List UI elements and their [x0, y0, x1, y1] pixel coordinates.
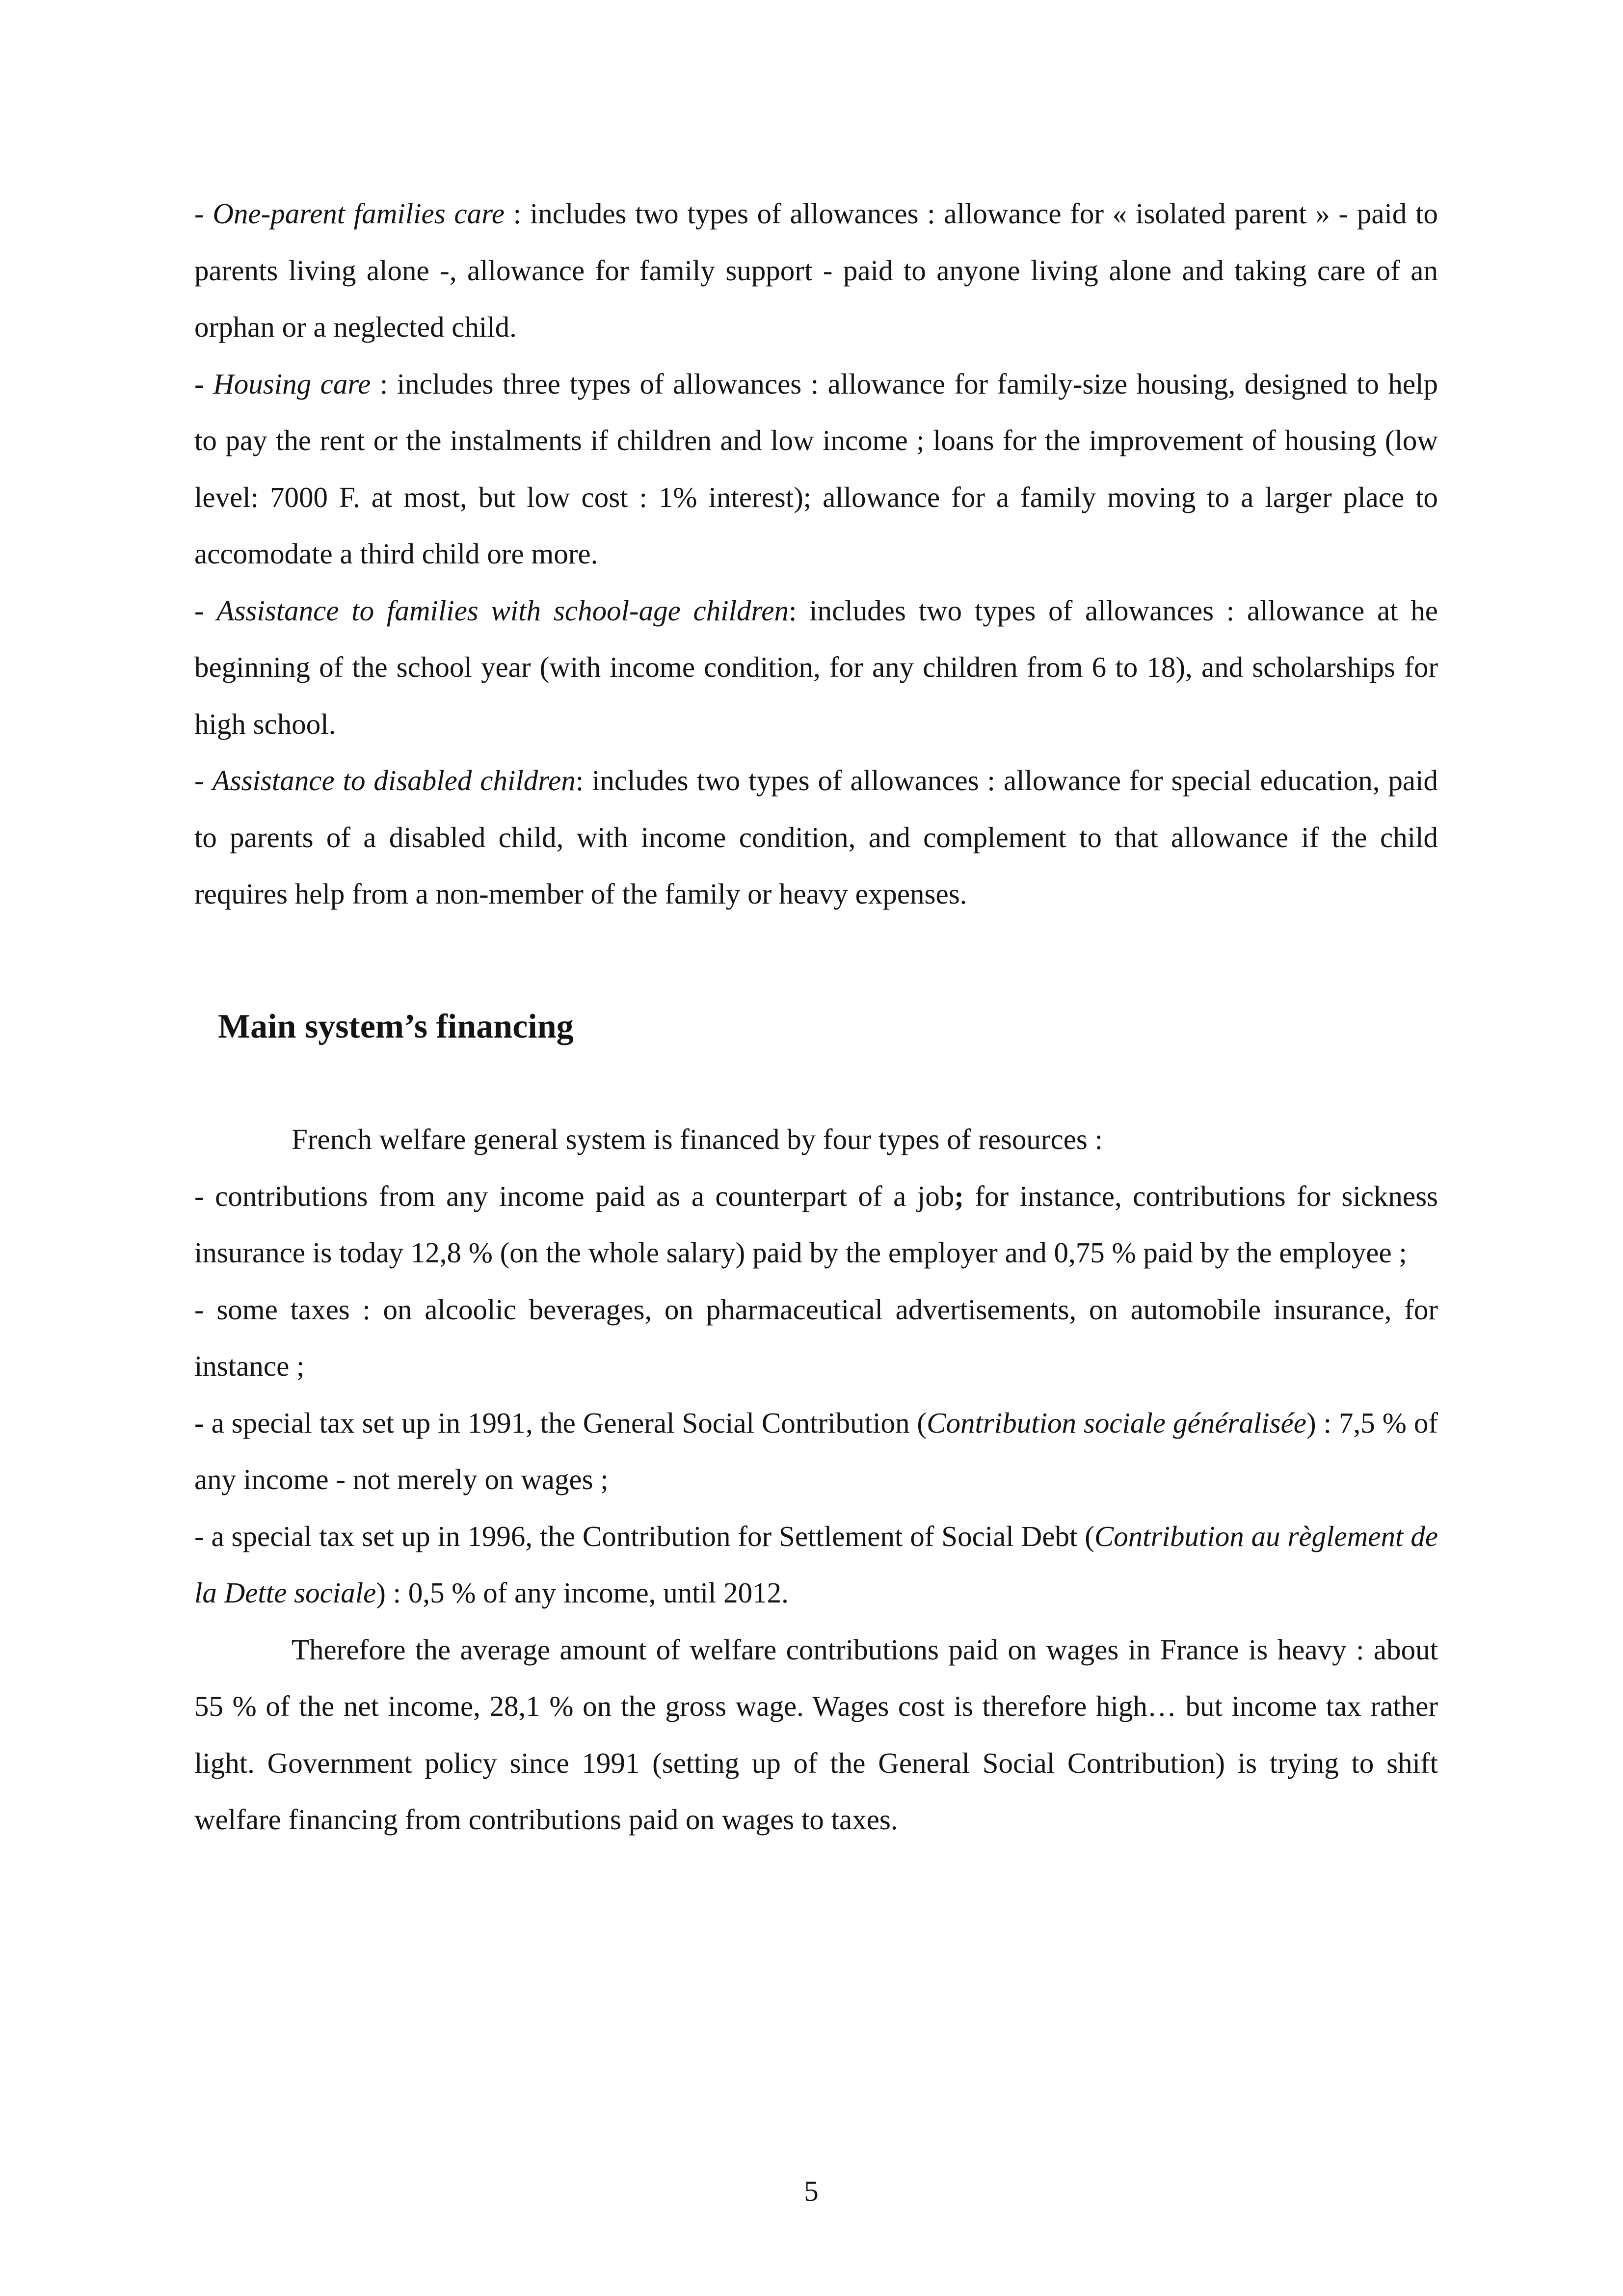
list-dash: -	[194, 367, 213, 400]
term-school-age-children: Assistance to families with school-age children	[216, 594, 789, 627]
paragraph-text: ) : 0,5 % of any income, until 2012.	[376, 1576, 789, 1609]
list-dash: -	[194, 764, 213, 797]
paragraph-housing-care	[194, 356, 1438, 583]
financing-item-contributions	[194, 1168, 1438, 1281]
page-number: 5	[804, 2175, 819, 2207]
allowance-list	[194, 186, 1438, 923]
bold-semicolon: ;	[954, 1179, 964, 1212]
paragraph-text: - a special tax set up in 1996, the Contribution for Settlement of Social Debt (	[194, 1520, 1094, 1552]
list-dash: -	[194, 197, 213, 230]
paragraph-text: : includes two types of allowances : allowance for special education, paid to parents of a disabled child, with income condition, and complement to that allowance if the child requires help from a non-member of the family or heavy expenses.	[194, 764, 1438, 910]
list-dash: -	[194, 594, 217, 627]
financing-section	[194, 1111, 1438, 1848]
financing-conclusion: Therefore the average amount of welfare contributions paid on wages in France is heavy : about 55 % of the net income, 28,1 % on the gross wage. Wages cost is therefore high… but income tax rather light. Government policy since 1991 (setting up of the General Social Contribution) is trying to shift welfare financing from contributions paid on wages to taxes.	[194, 1633, 1438, 1836]
paragraph-text: for instance, contributions for sickness insurance is today 12,8 % (on the whole salary) paid by the employer and 0,75 % paid by the employee ;	[194, 1179, 1438, 1269]
financing-intro: French welfare general system is financed by four types of resources :	[292, 1123, 1103, 1155]
financing-item-taxes: - some taxes : on alcoolic beverages, on pharmaceutical advertisements, on automobile insurance, for instance ;	[194, 1293, 1438, 1382]
paragraph-text: : includes two types of allowances : allowance at he beginning of the school year (with income condition, for any children from 6 to 18), and scholarships for high school.	[194, 594, 1438, 740]
paragraph-school-age-children	[194, 583, 1438, 753]
paragraph-text: : includes three types of allowances : allowance for family-size housing, designed to help to pay the rent or the instalments if children and low income ; loans for the improvement of housing (low level: 7000 F. at most, but low cost : 1% interest); allowance for a family moving to a larger place to accomodate a third child ore more.	[194, 367, 1438, 570]
paragraph-text: - contributions from any income paid as a counterpart of a job	[194, 1179, 955, 1212]
paragraph-one-parent-families	[194, 186, 1438, 356]
paragraph-disabled-children	[194, 752, 1438, 923]
paragraph-text: ) : 7,5 % of any income - not merely on wages ;	[194, 1406, 1438, 1495]
section-heading-financing: Main system’s financing	[218, 1008, 574, 1045]
financing-item-social-debt	[194, 1508, 1438, 1622]
term-dette-sociale: Contribution au règlement de la Dette sociale	[194, 1520, 1438, 1609]
paragraph-text: : includes two types of allowances : allowance for « isolated parent » - paid to parents living alone -, allowance for family support - paid to anyone living alone and taking care of an orphan or a neglected child.	[194, 197, 1438, 343]
term-one-parent-families-care: One-parent families care	[213, 197, 505, 230]
financing-item-general-social-contribution	[194, 1395, 1438, 1508]
term-disabled-children: Assistance to disabled children	[212, 764, 576, 797]
paragraph-text: - a special tax set up in 1991, the General Social Contribution (	[194, 1406, 927, 1439]
term-housing-care: Housing care	[213, 367, 371, 400]
term-contribution-sociale: Contribution sociale généralisée	[927, 1406, 1306, 1439]
